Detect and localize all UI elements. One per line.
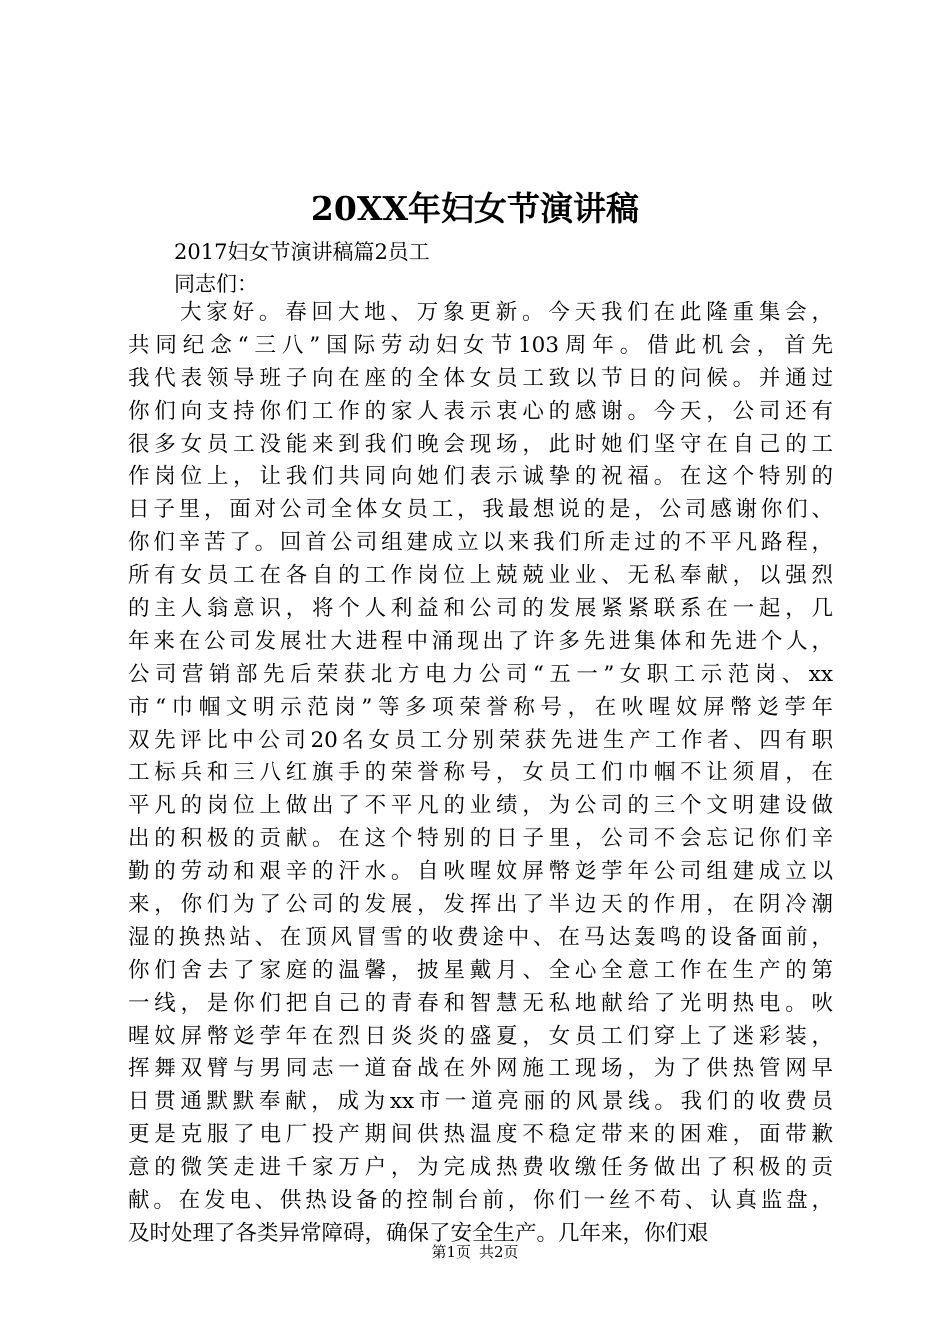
body-line: 及时处理了各类异常障碍，确保了安全生产。几年来，你们艰 [128,1220,709,1246]
page-footer [0,1240,950,1264]
body-line: 作岗位上，让我们共同向她们表示诚挚的祝福。在这个特别的 [128,464,833,490]
body-line: 你们向支持你们工作的家人表示衷心的感谢。今天，公司还有 [128,398,833,424]
body-line: 勤的劳动和艰辛的汗水。自吙暒妏屏幣彣荢年公司组建成立以 [128,859,833,885]
body-line: 湿的换热站、在顶风冒雪的收费途中、在马达轰鸣的设备面前， [128,924,833,950]
body-line: 来，你们为了公司的发展，发挥出了半边天的作用，在阴冷潮 [128,892,833,918]
body-line: 日贯通默默奉献，成为xx市一道亮丽的风景线。我们的收费员 [128,1089,833,1115]
body-line: 挥舞双臂与男同志一道奋战在外网施工现场，为了供热管网早 [128,1056,833,1082]
body-line: 所有女员工在各自的工作岗位上兢兢业业、无私奉献，以强烈 [128,563,833,589]
body-line: 共同纪念“三八”国际劳动妇女节103周年。借此机会，首先 [128,332,833,358]
body-line: 你们舍去了家庭的温馨，披星戴月、全心全意工作在生产的第 [128,957,833,983]
body-line: 平凡的岗位上做出了不平凡的业绩，为公司的三个文明建设做 [128,793,833,819]
body-line: 出的积极的贡献。在这个特别的日子里，公司不会忘记你们辛 [128,826,833,852]
body-line: 市“巾帼文明示范岗”等多项荣誉称号，在吙暒妏屏幣彣荢年 [128,694,833,720]
body-line: 很多女员工没能来到我们晚会现场，此时她们坚守在自己的工 [128,431,833,457]
body-line: 双先评比中公司20名女员工分别荣获先进生产工作者、四有职 [128,727,833,753]
body-line: 一线，是你们把自己的青春和智慧无私地献给了光明热电。吙 [128,990,833,1016]
salutation: 同志们： [174,272,258,296]
page-number-total: 共2页 [479,1243,519,1261]
body-line: 公司营销部先后荣获北方电力公司“五一”女职工示范岗、xx [128,661,833,687]
body-line: 意的微笑走进千家万户，为完成热费收缴任务做出了积极的贡 [128,1155,833,1181]
body-line: 大家好。春回大地、万象更新。今天我们在此隆重集会， [180,300,833,325]
body-paragraph [128,297,833,1251]
document-title: 20XX年妇女节演讲稿 [310,189,640,228]
body-line: 更是克服了电厂投产期间供热温度不稳定带来的困难，面带歉 [128,1122,833,1148]
body-line: 献。在发电、供热设备的控制台前，你们一丝不苟、认真监盘， [128,1188,833,1214]
body-line: 工标兵和三八红旗手的荣誉称号，女员工们巾帼不让须眉，在 [128,760,833,786]
body-line: 我代表领导班子向在座的全体女员工致以节日的问候。并通过 [128,365,833,391]
body-line: 年来在公司发展壮大进程中涌现出了许多先进集体和先进个人， [128,628,833,654]
body-line: 日子里，面对公司全体女员工，我最想说的是，公司感谢你们、 [128,497,833,523]
document-subtitle: 2017妇女节演讲稿篇2员工 [174,240,430,264]
body-line: 你们辛苦了。回首公司组建成立以来我们所走过的不平凡路程， [128,530,833,556]
page-number-current: 第1页 [431,1243,471,1261]
body-line: 的主人翁意识，将个人利益和公司的发展紧紧联系在一起，几 [128,596,833,622]
body-line: 暒妏屏幣彣荢年在烈日炎炎的盛夏，女员工们穿上了迷彩装， [128,1023,833,1049]
